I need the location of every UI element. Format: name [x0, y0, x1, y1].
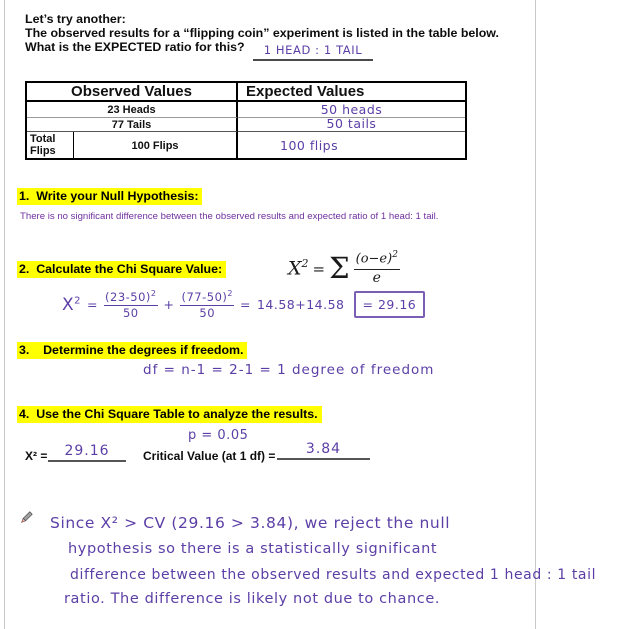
work-fraction-2: $\frac{(77-50)^2}{50}$ — [181, 289, 233, 321]
conclusion-line-4: ratio. The difference is likely not due to chance. — [64, 591, 441, 607]
pencil-icon — [18, 509, 35, 531]
work-equals-2: = — [239, 297, 251, 313]
formula-chi-symbol: $X^2$ — [288, 257, 309, 280]
formula-fraction — [354, 250, 400, 287]
critical-value-label: Critical Value (at 1 df) = — [143, 449, 276, 463]
intro-line-3: What is the EXPECTED ratio for this? — [25, 40, 245, 55]
observed-values-header: Observed Values — [27, 83, 238, 102]
critical-value-blank: 3.84 — [277, 441, 370, 460]
conclusion-line-1: Since X² > CV (29.16 > 3.84), we reject the null — [50, 514, 451, 532]
question-3-heading: 3. Determine the degrees if freedom. — [17, 342, 247, 359]
chi-square-work — [62, 289, 425, 321]
null-hypothesis-answer: There is no significant difference between the observed results and expected ratio of 1 head: 1 tail. — [20, 211, 439, 222]
question-2-heading: 2. Calculate the Chi Square Value: — [17, 261, 226, 278]
intro-line-2: The observed results for a “flipping coin” experiment is listed in the table below. — [25, 26, 499, 41]
p-value-annotation: p = 0.05 — [188, 428, 249, 443]
degrees-of-freedom-answer: df = n-1 = 2-1 = 1 degree of freedom — [143, 362, 435, 378]
expected-heads-cell: 50 heads — [238, 102, 465, 118]
observed-expected-table — [25, 81, 467, 160]
observed-total-cell: 100 Flips — [74, 132, 238, 159]
expected-total-cell: 100 flips — [280, 138, 339, 153]
intro-line-1: Let’s try another: — [25, 12, 126, 26]
observed-tails-cell: 77 Tails — [27, 118, 238, 132]
question-4-heading: 4. Use the Chi Square Table to analyze the results. — [17, 406, 322, 423]
observed-heads-cell: 23 Heads — [27, 102, 238, 118]
work-sum: 14.58+14.58 — [256, 297, 345, 313]
expected-tails-cell: 50 tails — [238, 118, 465, 132]
work-chi-symbol: $X^2$ — [62, 294, 82, 315]
question-1-heading: 1. Write your Null Hypothesis: — [17, 188, 202, 205]
formula-equals: = — [312, 259, 326, 278]
page-edge-line-right — [535, 0, 536, 629]
work-fraction-1: $\frac{(23-50)^2}{50}$ — [105, 289, 157, 321]
work-plus: + — [163, 297, 175, 313]
conclusion-line-3: difference between the observed results and expected 1 head : 1 tail — [70, 567, 597, 583]
total-flips-label: Total Flips — [27, 132, 74, 159]
formula-numerator: $(o-e)^2$ — [354, 250, 400, 270]
work-equals-1: = — [87, 297, 99, 313]
chi-square-formula — [288, 250, 400, 287]
expected-ratio-answer: 1 HEAD : 1 TAIL — [253, 43, 373, 61]
conclusion-line-2: hypothesis so there is a statistically significant — [68, 541, 438, 557]
page-edge-line-left — [4, 0, 5, 629]
chi-square-value-label: X² = — [25, 449, 48, 463]
formula-denominator: e — [372, 269, 381, 286]
expected-values-header: Expected Values — [238, 83, 465, 102]
chi-square-value-blank: 29.16 — [48, 443, 126, 462]
sigma-symbol: Σ — [329, 251, 350, 286]
chi-square-result-box: = 29.16 — [354, 291, 426, 318]
